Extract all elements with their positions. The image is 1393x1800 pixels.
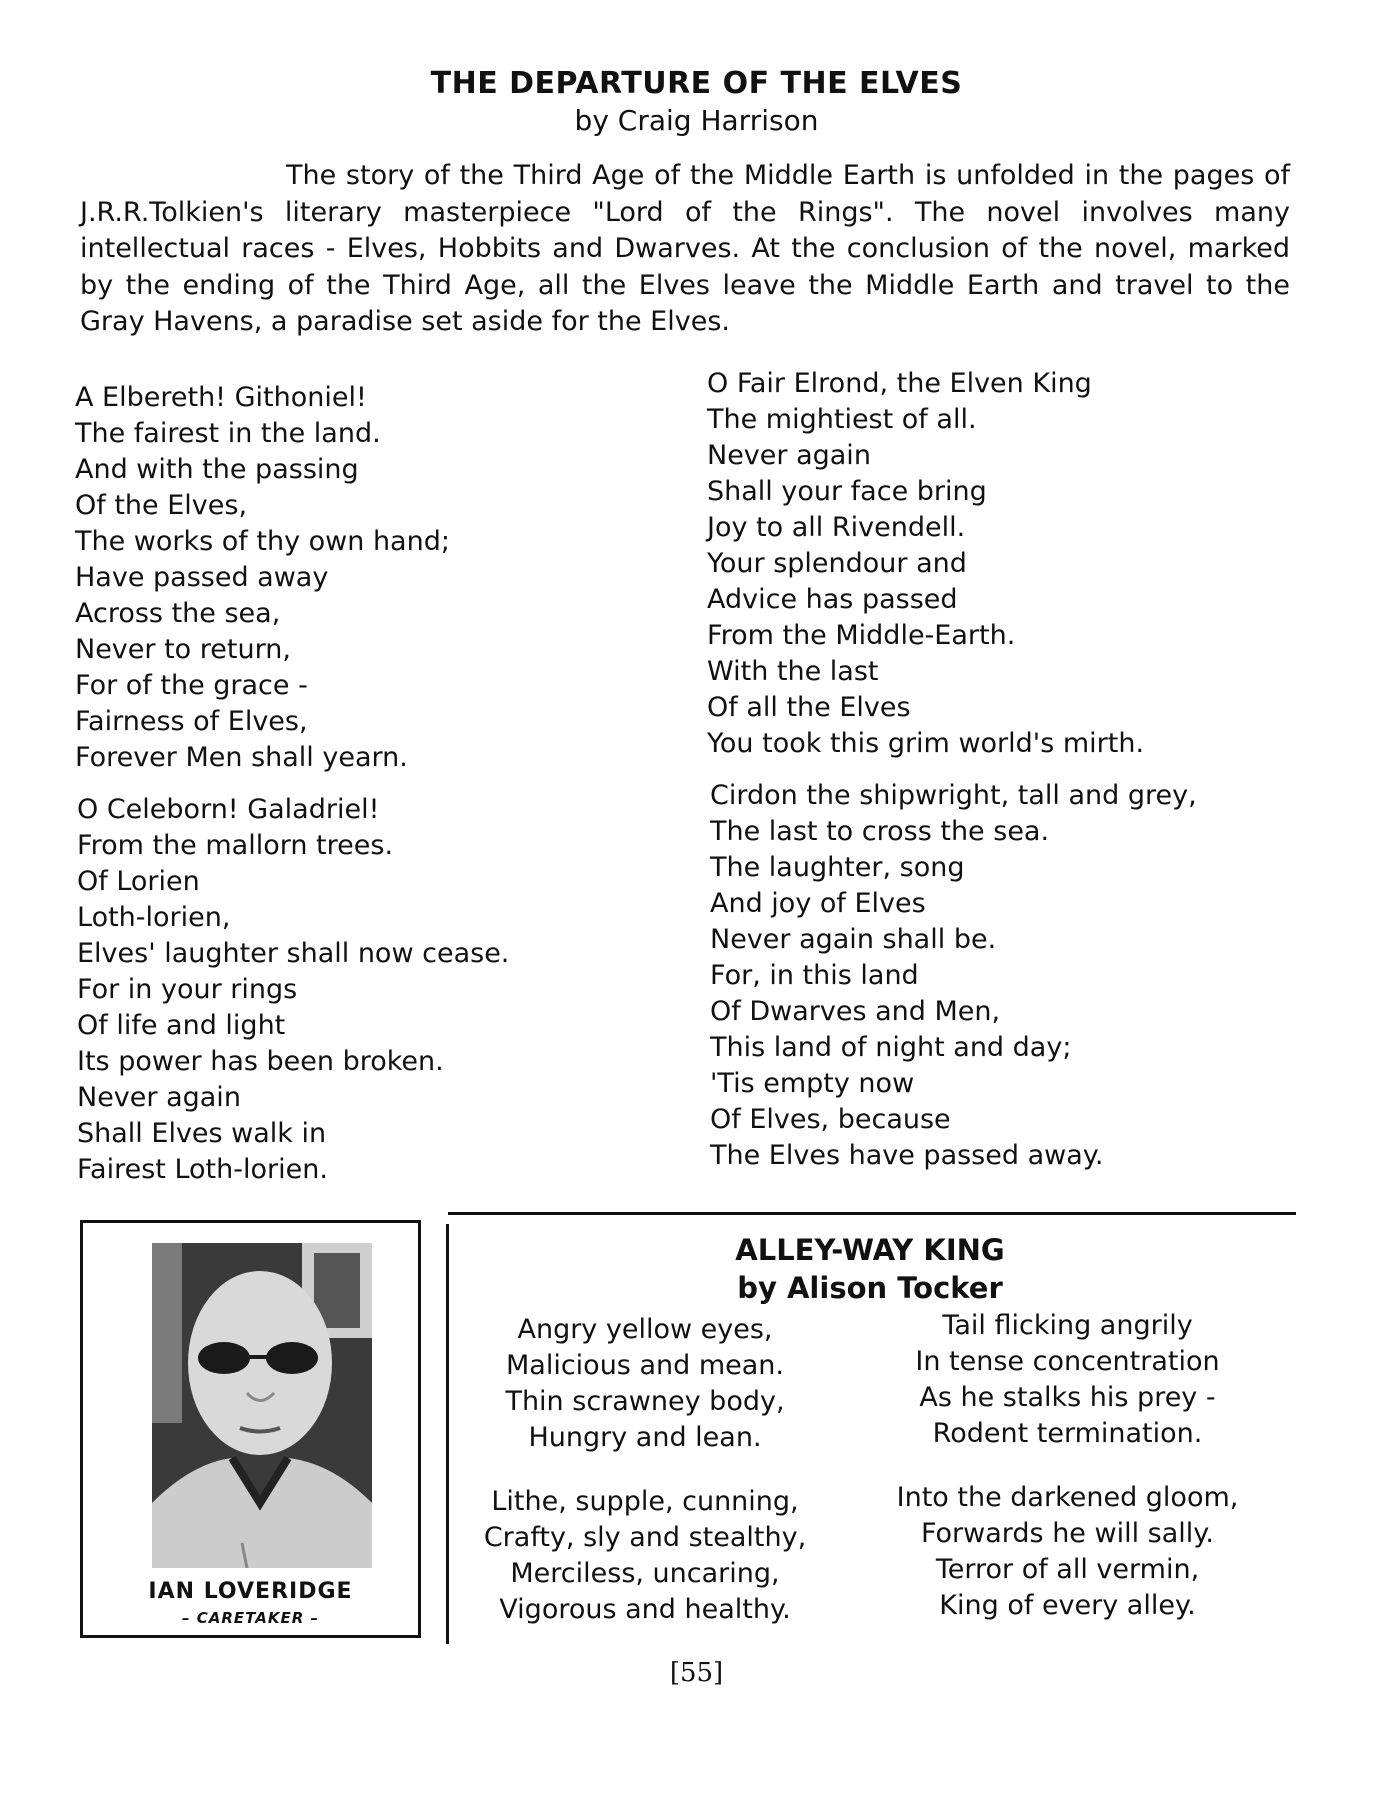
poem-line: And with the passing bbox=[75, 454, 359, 485]
photo-frame bbox=[80, 1220, 421, 1638]
poem2-byline: by Alison Tocker bbox=[737, 1271, 1003, 1305]
portrait-image bbox=[152, 1243, 372, 1568]
poem-line: The laughter, song bbox=[710, 852, 965, 883]
poem-line: King of every alley. bbox=[939, 1590, 1196, 1621]
poem-line: For of the grace - bbox=[75, 670, 308, 701]
poem-title: THE DEPARTURE OF THE ELVES bbox=[430, 66, 963, 101]
poem-line: Lithe, supple, cunning, bbox=[491, 1486, 799, 1517]
poem2-stanza-2 bbox=[850, 1308, 1285, 1452]
poem-line: Its power has been broken. bbox=[77, 1046, 444, 1077]
page-number: [55] bbox=[669, 1658, 724, 1688]
photo-caption-role: – CARETAKER – bbox=[182, 1609, 319, 1627]
poem-line: You took this grim world's mirth. bbox=[707, 728, 1145, 759]
poem-line: Malicious and mean. bbox=[505, 1350, 784, 1381]
poem-line: Have passed away bbox=[75, 562, 329, 593]
poem-line: Of the Elves, bbox=[75, 490, 248, 521]
poem-line: Never again bbox=[77, 1082, 241, 1113]
poem1-stanza-4 bbox=[710, 778, 1197, 1174]
poem-line: Never again bbox=[707, 440, 871, 471]
poem-line: Of Elves, because bbox=[710, 1104, 951, 1135]
poem-line: As he stalks his prey - bbox=[919, 1382, 1216, 1413]
poem-line: Thin scrawney body, bbox=[505, 1386, 785, 1417]
portrait-photo bbox=[152, 1243, 372, 1568]
poem-line: Terror of all vermin, bbox=[935, 1554, 1200, 1585]
poem2-stanza-1 bbox=[455, 1312, 835, 1456]
poem-line: Fairness of Elves, bbox=[75, 706, 308, 737]
poem2-stanza-4 bbox=[850, 1480, 1285, 1624]
poem-line: Crafty, sly and stealthy, bbox=[483, 1522, 807, 1553]
poem-line: Of life and light bbox=[77, 1010, 286, 1041]
poem-line: Joy to all Rivendell. bbox=[707, 512, 966, 543]
poem1-stanza-1 bbox=[75, 380, 450, 776]
poem-line: O Fair Elrond, the Elven King bbox=[707, 368, 1092, 399]
poem-line: Merciless, uncaring, bbox=[510, 1558, 780, 1589]
poem-line: Hungry and lean. bbox=[528, 1422, 762, 1453]
poem-line: Elves' laughter shall now cease. bbox=[77, 938, 510, 969]
poem-line: Of Dwarves and Men, bbox=[710, 996, 1001, 1027]
poem1-stanza-2 bbox=[77, 792, 509, 1188]
poem-line: Advice has passed bbox=[707, 584, 958, 615]
poem-line: The mightiest of all. bbox=[707, 404, 977, 435]
poem-line: With the last bbox=[707, 656, 879, 687]
poem-line: Your splendour and bbox=[707, 548, 967, 579]
poem2-stanza-3 bbox=[455, 1484, 835, 1628]
poem-line: O Celeborn! Galadriel! bbox=[77, 794, 380, 825]
poem-line: Never to return, bbox=[75, 634, 291, 665]
poem-line: Loth-lorien, bbox=[77, 902, 231, 933]
poem1-stanza-3 bbox=[707, 366, 1144, 762]
photo-caption-name: IAN LOVERIDGE bbox=[148, 1579, 353, 1604]
divider-vertical bbox=[446, 1224, 449, 1644]
poem-line: Rodent termination. bbox=[932, 1418, 1203, 1449]
poem-line: The last to cross the sea. bbox=[710, 816, 1050, 847]
poem-byline: by Craig Harrison bbox=[574, 104, 819, 137]
poem-line: For in your rings bbox=[77, 974, 298, 1005]
poem-line: Forwards he will sally. bbox=[920, 1518, 1215, 1549]
poem-line: This land of night and day; bbox=[710, 1032, 1072, 1063]
poem-line: The works of thy own hand; bbox=[75, 526, 450, 557]
poem-line: The Elves have passed away. bbox=[710, 1140, 1104, 1171]
divider-horizontal bbox=[448, 1212, 1296, 1215]
poem-line: In tense concentration bbox=[915, 1346, 1220, 1377]
poem-line: Tail flicking angrily bbox=[942, 1310, 1193, 1341]
poem-line: The fairest in the land. bbox=[75, 418, 381, 449]
poem-line: Across the sea, bbox=[75, 598, 281, 629]
poem-line: Fairest Loth-lorien. bbox=[77, 1154, 328, 1185]
poem-line: Of all the Elves bbox=[707, 692, 911, 723]
poem-line: For, in this land bbox=[710, 960, 919, 991]
poem-line: Cirdon the shipwright, tall and grey, bbox=[710, 780, 1197, 811]
poem-line: A Elbereth! Githoniel! bbox=[75, 382, 367, 413]
poem-line: Never again shall be. bbox=[710, 924, 997, 955]
poem-line: From the mallorn trees. bbox=[77, 830, 394, 861]
poem-line: 'Tis empty now bbox=[710, 1068, 915, 1099]
poem-line: And joy of Elves bbox=[710, 888, 926, 919]
poem-line: Into the darkened gloom, bbox=[896, 1482, 1239, 1513]
poem-line: Vigorous and healthy. bbox=[499, 1594, 791, 1625]
poem-line: Shall your face bring bbox=[707, 476, 987, 507]
poem-line: Of Lorien bbox=[77, 866, 200, 897]
poem-line: From the Middle-Earth. bbox=[707, 620, 1016, 651]
poem-line: Forever Men shall yearn. bbox=[75, 742, 408, 773]
intro-paragraph bbox=[80, 158, 1290, 341]
poem-line: Shall Elves walk in bbox=[77, 1118, 327, 1149]
poem-line: Angry yellow eyes, bbox=[517, 1314, 773, 1345]
intro-text: The story of the Third Age of the Middle Earth is unfolded in the pages of J.R.R.Tolkien's literary masterpiece "Lord of the Rings". The novel involves many intellectual races - Elves, Hobbits and Dwarves. At the conclusion of the novel, marked by the ending of the Third Age, all the Elves leave the Middle Earth and travel to the Gray Havens, a paradise set aside for the Elves. bbox=[80, 160, 1290, 337]
poem2-title: ALLEY-WAY KING bbox=[735, 1233, 1005, 1267]
